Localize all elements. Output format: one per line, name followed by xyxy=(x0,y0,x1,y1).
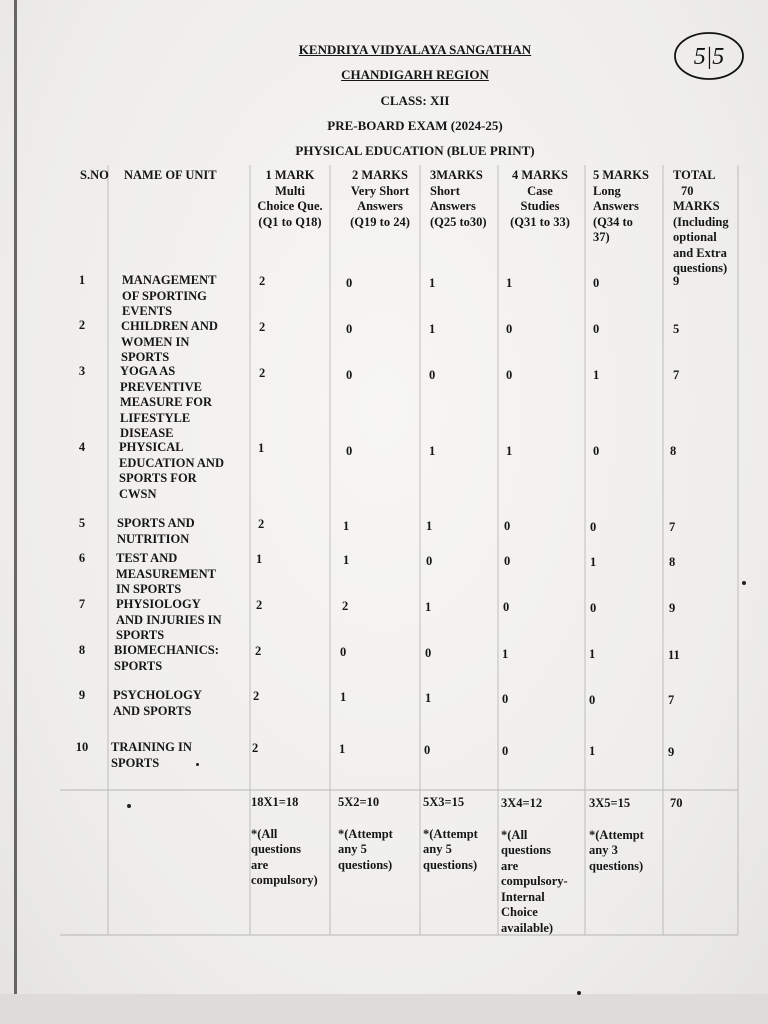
cell-total: 7 xyxy=(668,693,675,707)
col-header-4-marks-line4: (Q31 to 33) xyxy=(510,214,570,229)
cell-1-mark: 2 xyxy=(259,366,266,380)
col-header-3-marks xyxy=(430,168,500,230)
cell-3-marks: 1 xyxy=(429,276,436,290)
cell-4-marks: 1 xyxy=(506,276,513,290)
col-header-total-line6: and Extra xyxy=(673,245,727,260)
col-header-1-mark-line3: Choice Que. xyxy=(257,199,323,213)
cell-total: 11 xyxy=(668,648,680,662)
cell-3-marks: 1 xyxy=(426,519,433,533)
cell-2-marks: 0 xyxy=(346,322,353,336)
footer-note-line: any 5 xyxy=(338,842,367,856)
row-sno: 7 xyxy=(78,597,86,611)
cell-5-marks: 0 xyxy=(590,520,597,534)
cell-1-mark: 2 xyxy=(253,689,260,703)
cell-3-marks: 0 xyxy=(425,646,432,660)
col-header-total-line4: (Including xyxy=(673,214,729,229)
footer-note-line: are xyxy=(251,857,269,872)
col-header-4-marks-line2: Case xyxy=(527,183,553,198)
unit-line: TRAINING IN xyxy=(111,740,192,754)
exam-title: PRE-BOARD EXAM (2024-25) xyxy=(327,118,503,133)
unit-line: AND INJURIES IN xyxy=(116,612,222,627)
unit-line: CHILDREN AND xyxy=(121,319,218,333)
col-header-3-marks-line4: (Q25 to30) xyxy=(430,214,487,229)
unit-line: NUTRITION xyxy=(117,531,190,546)
unit-line: SPORTS FOR xyxy=(119,471,197,485)
footer-note-line: compulsory) xyxy=(251,873,318,887)
cell-2-marks: 2 xyxy=(342,599,349,613)
cell-4-marks: 0 xyxy=(503,600,510,614)
cell-4-marks: 0 xyxy=(504,519,511,533)
row-sno: 6 xyxy=(78,551,86,565)
cell-2-marks: 0 xyxy=(340,645,347,659)
unit-line: DISEASE xyxy=(120,426,174,440)
unit-line: TEST AND xyxy=(116,551,178,565)
cell-3-marks: 0 xyxy=(424,743,431,757)
col-header-total xyxy=(673,168,741,277)
cell-4-marks: 1 xyxy=(502,647,509,661)
col-header-5-marks-line2: Long xyxy=(593,183,621,198)
col-header-1-mark xyxy=(252,168,328,230)
unit-line: SPORTS xyxy=(111,755,160,770)
unit-line: EDUCATION AND xyxy=(119,455,224,470)
cell-4-marks: 0 xyxy=(506,368,513,382)
cell-4-marks: 0 xyxy=(502,692,509,706)
row-unit-name xyxy=(113,688,243,719)
row-unit-name xyxy=(121,319,251,366)
cell-total: 8 xyxy=(669,555,676,569)
unit-line: AND SPORTS xyxy=(113,703,192,718)
cell-2-marks: 0 xyxy=(346,368,353,382)
col-header-1-mark-line2: Multi xyxy=(275,183,305,198)
unit-line: PHYSIOLOGY xyxy=(116,597,201,611)
col-header-5-marks-line5: 37) xyxy=(593,230,610,244)
subject-title: PHYSICAL EDUCATION (BLUE PRINT) xyxy=(295,143,535,158)
col-header-3-marks-line3: Answers xyxy=(430,199,476,213)
cell-1-mark: 2 xyxy=(252,741,259,755)
cell-2-marks: 1 xyxy=(339,742,346,756)
cell-1-mark: 2 xyxy=(259,274,266,288)
footer-1-mark xyxy=(251,795,329,889)
cell-3-marks: 1 xyxy=(429,444,436,458)
unit-line: YOGA AS xyxy=(120,364,176,378)
col-header-total-line1: TOTAL xyxy=(673,168,716,182)
cell-5-marks: 0 xyxy=(593,322,600,336)
unit-line: PHYSICAL xyxy=(119,440,184,454)
footer-note-line: *(Attempt xyxy=(423,826,478,841)
col-header-1-mark-line4: (Q1 to Q18) xyxy=(258,214,322,229)
unit-line: SPORTS AND xyxy=(117,516,195,530)
col-header-total-line5: optional xyxy=(673,230,717,244)
row-sno: 5 xyxy=(78,516,86,530)
footer-calc: 5X3=15 xyxy=(423,795,465,809)
cell-1-mark: 1 xyxy=(256,552,263,566)
col-header-4-marks xyxy=(500,168,580,230)
unit-line: LIFESTYLE xyxy=(120,410,191,425)
row-sno: 8 xyxy=(78,643,86,657)
cell-3-marks: 1 xyxy=(429,322,436,336)
footer-note-line: questions) xyxy=(423,857,478,872)
cell-3-marks: 0 xyxy=(426,554,433,568)
unit-line: MEASURE FOR xyxy=(120,395,213,409)
cell-2-marks: 0 xyxy=(346,276,353,290)
footer-note-line: *(All xyxy=(251,826,278,841)
footer-total: 70 xyxy=(670,796,683,810)
unit-line: WOMEN IN xyxy=(121,334,190,349)
region-title: CHANDIGARH REGION xyxy=(341,67,489,82)
cell-2-marks: 0 xyxy=(346,444,353,458)
col-header-4-marks-line1: 4 MARKS xyxy=(512,168,568,182)
row-unit-name xyxy=(116,551,246,598)
cell-5-marks: 0 xyxy=(590,601,597,615)
class-title: CLASS: XII xyxy=(380,93,450,108)
col-header-5-marks xyxy=(593,168,663,246)
org-title: KENDRIYA VIDYALAYA SANGATHAN xyxy=(298,42,532,57)
footer-note-line: any 5 xyxy=(423,842,452,856)
scan-speck xyxy=(577,991,581,995)
footer-note-line: *(Attempt xyxy=(589,827,644,842)
cell-total: 9 xyxy=(673,274,680,288)
col-header-total-line7: questions) xyxy=(673,261,728,275)
col-header-2-marks-line1: 2 MARKS xyxy=(352,168,408,182)
cell-5-marks: 1 xyxy=(590,555,597,569)
footer-note-line: compulsory- xyxy=(501,874,568,888)
unit-line: EVENTS xyxy=(122,304,173,318)
footer-note-line: questions) xyxy=(589,858,644,873)
cell-4-marks: 0 xyxy=(506,322,513,336)
page-edge-line xyxy=(14,0,17,1024)
unit-line: MANAGEMENT xyxy=(122,273,217,287)
cell-5-marks: 0 xyxy=(593,276,600,290)
col-header-5-marks-line1: 5 MARKS xyxy=(593,168,649,182)
cell-5-marks: 0 xyxy=(593,444,600,458)
scan-speck xyxy=(742,581,746,585)
row-unit-name xyxy=(117,516,247,547)
cell-1-mark: 2 xyxy=(258,517,265,531)
page-bottom-shadow xyxy=(0,994,768,1024)
footer-calc: 5X2=10 xyxy=(338,795,380,809)
col-header-2-marks xyxy=(340,168,420,230)
row-sno: 1 xyxy=(78,273,86,287)
footer-note-line: Choice xyxy=(501,905,538,919)
col-header-3-marks-line1: 3MARKS xyxy=(430,168,483,182)
col-header-sno: S.NO xyxy=(80,168,109,182)
unit-line: PREVENTIVE xyxy=(120,379,202,394)
cell-total: 9 xyxy=(668,745,675,759)
row-sno: 10 xyxy=(75,740,89,754)
footer-3-marks xyxy=(423,795,499,873)
col-header-4-marks-line3: Studies xyxy=(520,199,560,213)
cell-3-marks: 1 xyxy=(425,691,432,705)
footer-calc: 18X1=18 xyxy=(251,795,299,809)
col-header-1-mark-line1: 1 MARK xyxy=(265,168,315,182)
footer-calc: 3X5=15 xyxy=(589,796,631,810)
row-unit-name xyxy=(111,740,241,771)
cell-1-mark: 2 xyxy=(255,644,262,658)
col-header-2-marks-line3: Answers xyxy=(357,199,403,213)
row-unit-name xyxy=(116,597,246,644)
col-header-3-marks-line2: Short xyxy=(430,183,460,198)
cell-4-marks: 0 xyxy=(504,554,511,568)
row-sno: 2 xyxy=(78,318,86,332)
row-sno: 4 xyxy=(78,440,86,454)
cell-total: 8 xyxy=(670,444,677,458)
unit-line: IN SPORTS xyxy=(116,582,182,596)
footer-note-line: *(Attempt xyxy=(338,826,393,841)
row-sno: 3 xyxy=(78,364,86,378)
cell-2-marks: 1 xyxy=(343,553,350,567)
footer-4-marks xyxy=(501,796,583,936)
cell-5-marks: 1 xyxy=(589,744,596,758)
col-header-2-marks-line2: Very Short xyxy=(350,183,410,198)
col-header-unit: NAME OF UNIT xyxy=(124,168,217,182)
row-sno: 9 xyxy=(78,688,86,702)
footer-5-marks xyxy=(589,796,663,874)
footer-note-line: Internal xyxy=(501,889,545,904)
col-header-total-line2: 70 xyxy=(681,183,694,198)
unit-line: OF SPORTING xyxy=(122,288,207,303)
cell-3-marks: 0 xyxy=(429,368,436,382)
row-unit-name xyxy=(114,643,244,674)
unit-line: BIOMECHANICS: xyxy=(114,643,219,657)
row-unit-name xyxy=(119,440,249,502)
footer-note-line: are xyxy=(501,858,519,873)
unit-line: SPORTS xyxy=(114,658,163,673)
footer-calc: 3X4=12 xyxy=(501,796,543,810)
cell-5-marks: 1 xyxy=(589,647,596,661)
cell-1-mark: 2 xyxy=(256,598,263,612)
col-header-5-marks-line3: Answers xyxy=(593,199,639,213)
footer-note-line: available) xyxy=(501,920,554,935)
cell-total: 7 xyxy=(669,520,676,534)
col-header-total-line3: MARKS xyxy=(673,199,720,213)
footer-note-line: any 3 xyxy=(589,843,618,857)
row-unit-name xyxy=(122,273,252,320)
col-header-5-marks-line4: (Q34 to xyxy=(593,214,633,229)
footer-note-line: *(All xyxy=(501,827,528,842)
cell-5-marks: 1 xyxy=(593,368,600,382)
col-header-2-marks-line4: (Q19 to 24) xyxy=(350,214,410,229)
unit-line: PSYCHOLOGY xyxy=(113,688,202,702)
cell-4-marks: 1 xyxy=(506,444,513,458)
scan-speck xyxy=(127,804,131,808)
cell-2-marks: 1 xyxy=(343,519,350,533)
footer-note-line: questions) xyxy=(338,857,393,872)
unit-line: SPORTS xyxy=(116,628,165,642)
cell-5-marks: 0 xyxy=(589,693,596,707)
cell-1-mark: 2 xyxy=(259,320,266,334)
cell-total: 9 xyxy=(669,601,676,615)
unit-line: MEASUREMENT xyxy=(116,566,217,581)
stamp-text: 5|5 xyxy=(693,44,725,70)
row-unit-name xyxy=(120,364,250,442)
page-number-stamp xyxy=(672,30,746,82)
unit-line: SPORTS xyxy=(121,350,170,364)
cell-3-marks: 1 xyxy=(425,600,432,614)
scan-speck xyxy=(196,763,199,766)
unit-line: CWSN xyxy=(119,486,157,501)
footer-2-marks xyxy=(338,795,418,873)
footer-note-line: questions xyxy=(501,843,552,857)
cell-total: 7 xyxy=(673,368,680,382)
cell-2-marks: 1 xyxy=(340,690,347,704)
cell-4-marks: 0 xyxy=(502,744,509,758)
cell-1-mark: 1 xyxy=(258,441,265,455)
footer-note-line: questions xyxy=(251,842,302,856)
cell-total: 5 xyxy=(673,322,680,336)
